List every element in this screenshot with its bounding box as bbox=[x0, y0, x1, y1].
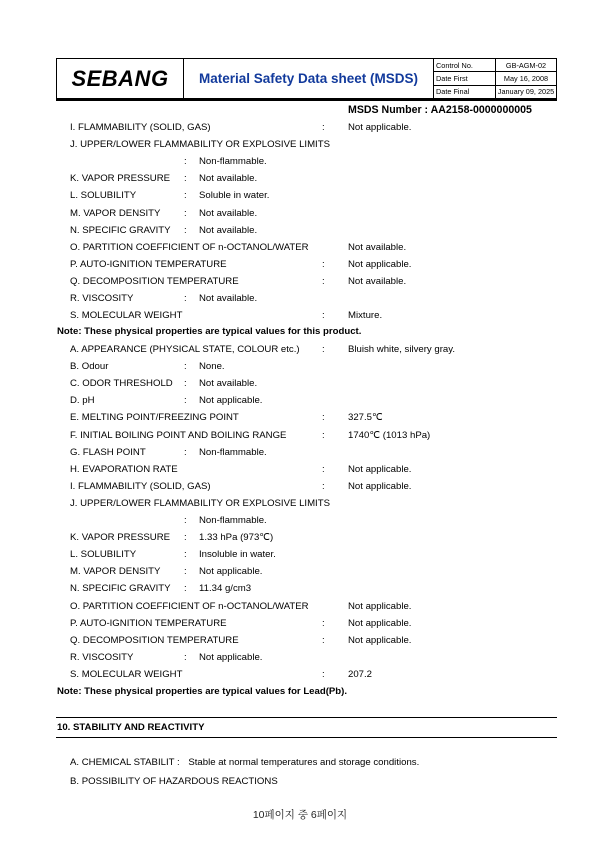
property-label: P. AUTO-IGNITION TEMPERATURE bbox=[70, 258, 227, 270]
page-footer: 10페이지 중 6페이지 bbox=[252, 809, 348, 821]
property-label: I. FLAMMABILITY (SOLID, GAS) bbox=[70, 122, 211, 133]
property-label: L. SOLUBILITY bbox=[70, 549, 137, 561]
property-value: Not available. bbox=[199, 173, 258, 185]
stability-item bbox=[70, 757, 419, 768]
property-value: Not applicable. bbox=[199, 566, 263, 578]
property-colon: : bbox=[322, 668, 325, 680]
property-value: Not applicable. bbox=[348, 617, 412, 629]
property-label: L. SOLUBILITY bbox=[70, 190, 137, 202]
property-label: N. SPECIFIC GRAVITY bbox=[70, 224, 171, 236]
property-colon: : bbox=[184, 207, 187, 219]
property-label: G. FLASH POINT bbox=[70, 446, 146, 458]
property-colon: : bbox=[322, 122, 325, 133]
property-label: M. VAPOR DENSITY bbox=[70, 207, 161, 219]
property-value: Not applicable. bbox=[199, 395, 263, 407]
property-label: D. pH bbox=[70, 395, 95, 407]
note-lead: Note: These physical properties are typical values for Lead(Pb). bbox=[57, 686, 348, 697]
property-colon: : bbox=[322, 310, 325, 322]
property-value: 1.33 hPa (973℃) bbox=[199, 532, 274, 544]
section-bottom-rule bbox=[56, 737, 557, 738]
property-value: Non-flammable. bbox=[199, 446, 267, 458]
property-colon: : bbox=[184, 378, 187, 390]
property-colon: : bbox=[322, 429, 325, 441]
property-colon: : bbox=[322, 463, 325, 475]
property-colon: : bbox=[184, 173, 187, 185]
property-label: R. VISCOSITY bbox=[70, 293, 134, 304]
control-value: GB-AGM-02 bbox=[505, 60, 547, 70]
property-label: B. Odour bbox=[70, 361, 109, 373]
document-title: Material Safety Data sheet (MSDS) bbox=[184, 59, 434, 98]
document-header bbox=[56, 58, 557, 101]
property-colon: : bbox=[184, 515, 187, 526]
property-label: K. VAPOR PRESSURE bbox=[70, 173, 171, 185]
control-table bbox=[434, 59, 556, 98]
property-colon: : bbox=[184, 532, 187, 544]
logo-cell bbox=[57, 59, 184, 98]
property-colon: : bbox=[322, 480, 325, 492]
property-label: C. ODOR THRESHOLD bbox=[70, 378, 173, 390]
property-colon: : bbox=[184, 395, 187, 407]
property-label: J. UPPER/LOWER FLAMMABILITY OR EXPLOSIVE LIMITS bbox=[70, 497, 330, 509]
stability-item bbox=[70, 776, 278, 787]
property-value: Not available. bbox=[348, 275, 407, 287]
property-value: Soluble in water. bbox=[199, 190, 270, 202]
property-value: Not applicable. bbox=[348, 600, 412, 612]
control-label: Control No. bbox=[434, 59, 496, 71]
property-colon: : bbox=[184, 190, 187, 202]
property-label: P. AUTO-IGNITION TEMPERATURE bbox=[70, 617, 227, 629]
property-value: 207.2 bbox=[348, 668, 373, 680]
property-value: Not applicable. bbox=[348, 463, 412, 475]
property-colon: : bbox=[322, 412, 325, 424]
msds-number: MSDS Number : AA2158-0000000005 bbox=[348, 104, 532, 116]
property-value: Not applicable. bbox=[348, 122, 412, 133]
property-value: Insoluble in water. bbox=[199, 549, 276, 561]
control-row bbox=[434, 59, 556, 72]
control-row bbox=[434, 72, 556, 85]
property-colon: : bbox=[184, 361, 187, 373]
property-label: N. SPECIFIC GRAVITY bbox=[70, 583, 171, 595]
property-label: S. MOLECULAR WEIGHT bbox=[70, 668, 183, 680]
property-value: Not available. bbox=[199, 207, 258, 219]
property-value: Not applicable. bbox=[348, 258, 412, 270]
property-label: O. PARTITION COEFFICIENT OF n-OCTANOL/WATER bbox=[70, 600, 309, 612]
property-value: Not available. bbox=[199, 378, 258, 390]
property-label: J. UPPER/LOWER FLAMMABILITY OR EXPLOSIVE LIMITS bbox=[70, 139, 330, 151]
section-title: 10. STABILITY AND REACTIVITY bbox=[57, 722, 205, 733]
property-colon: : bbox=[184, 156, 187, 168]
property-value: Not available. bbox=[348, 241, 407, 253]
stability-label: A. CHEMICAL STABILIT : bbox=[70, 757, 180, 768]
property-label: H. EVAPORATION RATE bbox=[70, 463, 178, 475]
property-colon: : bbox=[322, 275, 325, 287]
property-label: E. MELTING POINT/FREEZING POINT bbox=[70, 412, 239, 424]
control-row bbox=[434, 86, 556, 98]
property-value: Mixture. bbox=[348, 310, 383, 322]
property-label: S. MOLECULAR WEIGHT bbox=[70, 310, 183, 322]
property-label: K. VAPOR PRESSURE bbox=[70, 532, 171, 544]
control-value: May 16, 2008 bbox=[503, 73, 549, 83]
control-label: Date First bbox=[434, 72, 496, 84]
stability-label: B. POSSIBILITY OF HAZARDOUS REACTIONS bbox=[70, 776, 278, 787]
property-value: Not applicable. bbox=[348, 634, 412, 646]
property-value: None. bbox=[199, 361, 225, 373]
property-label: R. VISCOSITY bbox=[70, 651, 134, 663]
property-colon: : bbox=[184, 224, 187, 236]
section-top-rule bbox=[56, 717, 557, 718]
property-colon: : bbox=[322, 617, 325, 629]
property-colon: : bbox=[184, 566, 187, 578]
property-value: Non-flammable. bbox=[199, 515, 267, 526]
property-colon: : bbox=[184, 583, 187, 595]
property-label: I. FLAMMABILITY (SOLID, GAS) bbox=[70, 480, 211, 492]
property-colon: : bbox=[322, 634, 325, 646]
property-value: Not applicable. bbox=[199, 651, 263, 663]
property-value: 11.34 g/cm3 bbox=[199, 583, 252, 595]
property-value: Not applicable. bbox=[348, 480, 412, 492]
property-value: 1740℃ (1013 hPa) bbox=[348, 429, 431, 441]
property-value: Not available. bbox=[199, 224, 258, 236]
control-label: Date Final bbox=[434, 86, 496, 98]
property-value: 327.5℃ bbox=[348, 412, 383, 424]
property-label: A. APPEARANCE (PHYSICAL STATE, COLOUR etc.) bbox=[70, 344, 300, 355]
property-colon: : bbox=[322, 258, 325, 270]
property-label: Q. DECOMPOSITION TEMPERATURE bbox=[70, 275, 239, 287]
property-colon: : bbox=[184, 446, 187, 458]
company-logo: SEBANG bbox=[71, 65, 169, 91]
property-label: F. INITIAL BOILING POINT AND BOILING RANGE bbox=[70, 429, 287, 441]
property-value: Not available. bbox=[199, 293, 258, 304]
property-colon: : bbox=[184, 549, 187, 561]
property-label: Q. DECOMPOSITION TEMPERATURE bbox=[70, 634, 239, 646]
property-colon: : bbox=[184, 651, 187, 663]
note-product: Note: These physical properties are typical values for this product. bbox=[57, 326, 362, 337]
property-colon: : bbox=[184, 293, 187, 304]
control-value: January 09, 2025 bbox=[497, 87, 555, 97]
property-label: M. VAPOR DENSITY bbox=[70, 566, 161, 578]
property-colon: : bbox=[322, 344, 325, 355]
stability-value: Stable at normal temperatures and storage conditions. bbox=[188, 757, 420, 768]
property-value: Bluish white, silvery gray. bbox=[348, 344, 455, 355]
property-value: Non-flammable. bbox=[199, 156, 267, 168]
property-label: O. PARTITION COEFFICIENT OF n-OCTANOL/WATER bbox=[70, 241, 309, 253]
